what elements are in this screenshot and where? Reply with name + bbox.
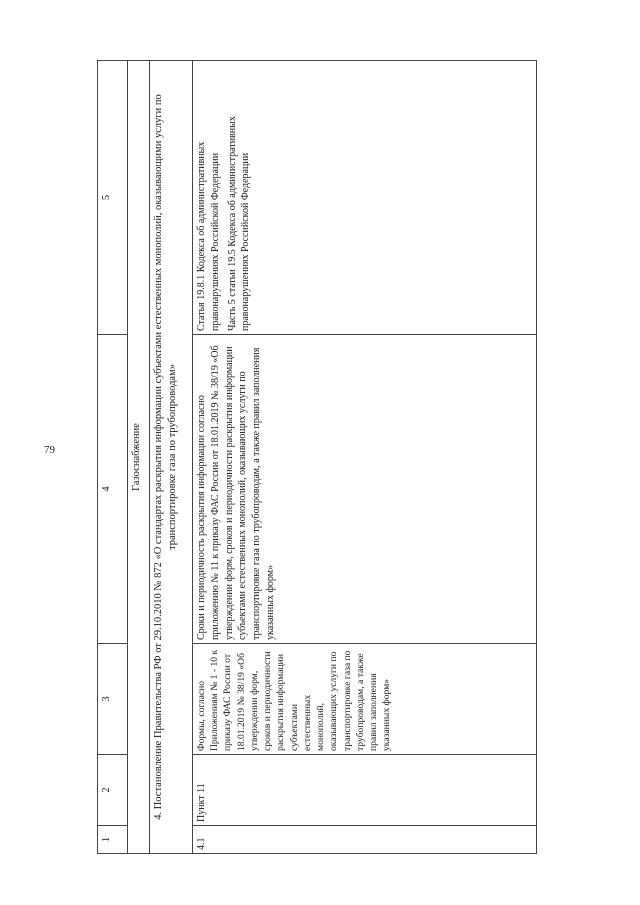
document-title-row <box>150 61 193 854</box>
column-number: 4 <box>98 335 128 644</box>
requirements-table <box>97 60 537 854</box>
column-number-row <box>98 61 128 854</box>
column-number: 3 <box>98 644 128 755</box>
row-terms: Сроки и периодичность раскрытия информации согласно приложению № 11 к приказу ФАС России от 18.01.2019 № 38/19 «Об утверждении форм, сроков и периодичности раскрытия информации субъектами естественных монополий, оказывающих услуги по транспортировке газа по трубопроводам, а также правил заполнения указанных форм» <box>193 335 537 644</box>
section-title: Газоснабжение <box>128 61 150 854</box>
row-number: 4.1 <box>193 826 537 854</box>
liability-item: Часть 5 статьи 19.5 Кодекса об административных правонарушениях Российской Федерации <box>226 116 252 331</box>
page-number: 79 <box>44 444 55 456</box>
liability-item: Статья 19.8.1 Кодекса об административных правонарушениях Российской Федерации <box>196 141 221 331</box>
section-row <box>128 61 150 854</box>
row-liability <box>193 61 537 335</box>
table-row <box>193 61 537 854</box>
column-number: 5 <box>98 61 128 335</box>
document-title: 4. Постановление Правительства РФ от 29.10.2010 № 872 «О стандартах раскрытия информации субъектами естественных монополий, оказывающими услуги по транспортировке газа по трубопроводам» <box>150 61 193 854</box>
row-clause: Пункт 11 <box>193 755 537 826</box>
column-number: 2 <box>98 755 128 826</box>
column-number: 1 <box>98 826 128 854</box>
rotated-table-wrapper <box>97 61 537 854</box>
row-forms: Формы, согласно Приложениям № 1 - 10 к приказу ФАС России от 18.01.2019 № 38/19 «Об утверждении форм, сроков и периодичности раскрытия информации субъектами естественных монополий, оказывающих услуги по транспортировке газа по трубопроводам, а также правил заполнения указанных форм» <box>193 644 537 755</box>
